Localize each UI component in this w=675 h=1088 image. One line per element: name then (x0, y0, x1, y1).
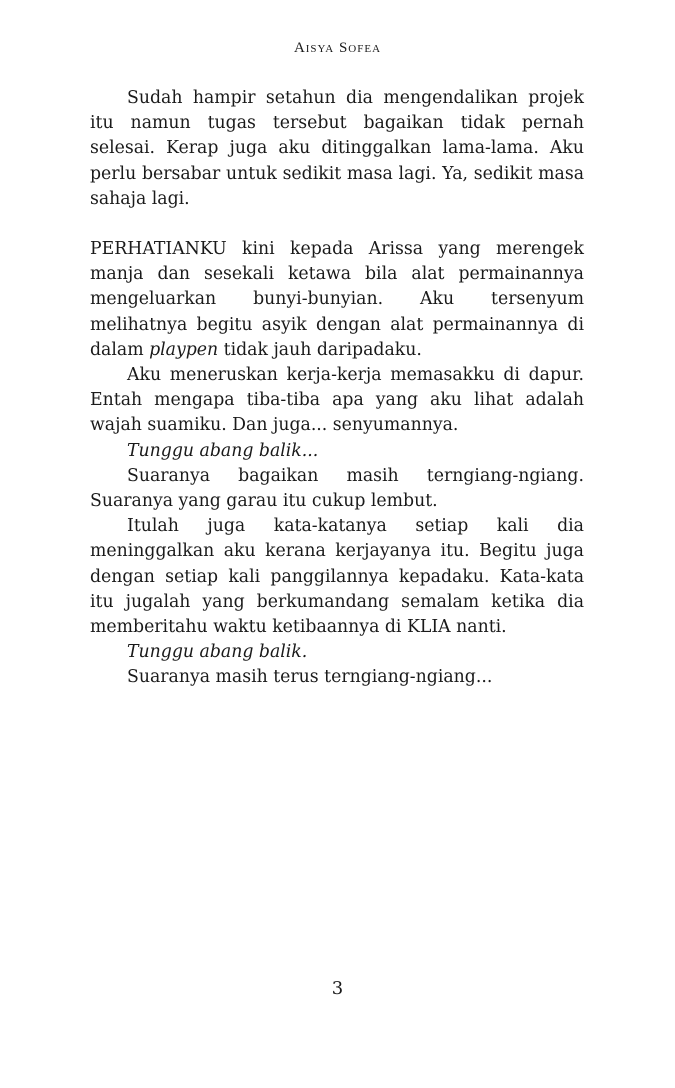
paragraph-4-italic: Tunggu abang balik... (127, 440, 319, 461)
body-text (90, 86, 584, 691)
paragraph-5: Suaranya bagaikan masih terngiang-ngiang. Suaranya yang garau itu cukup lembut. (90, 465, 584, 512)
paragraph-2-text-a: PERHATIANKU kini kepada Arissa yang merengek manja dan sesekali ketawa bila alat permainannya mengeluarkan bunyi-bunyian. Aku tersenyum melihatnya begitu asyik dengan alat permainannya di dalam (90, 239, 584, 360)
paragraph-4 (90, 439, 584, 464)
paragraph-1: Sudah hampir setahun dia mengendalikan projek itu namun tugas tersebut bagaikan tidak pernah selesai. Kerap juga aku ditinggalkan lama-lama. Aku perlu bersabar untuk sedikit masa lagi. Ya, sedikit masa sahaja lagi. (90, 88, 584, 209)
paragraph-6: Itulah juga kata-katanya setiap kali dia meninggalkan aku kerana kerjayanya itu. Begitu juga dengan setiap kali panggilannya kepadaku. Kata-kata itu jugalah yang berkumandang semalam ketika dia memberitahu waktu ketibaannya di KLIA nanti. (90, 516, 584, 638)
paragraph-2 (90, 237, 584, 363)
running-head: Aisya Sofea (293, 40, 382, 56)
page-number: 3 (331, 978, 344, 999)
paragraph-3: Aku meneruskan kerja-kerja memasakku di dapur. Entah mengapa tiba-tiba apa yang aku lihat adalah wajah suamiku. Dan juga... senyumannya. (90, 365, 584, 436)
paragraph-7 (90, 640, 584, 665)
paragraph-2-text-b: tidak jauh daripadaku. (218, 339, 422, 360)
paragraph-8: Suaranya masih terus terngiang-ngiang... (127, 667, 493, 688)
paragraph-2-italic: playpen (149, 339, 219, 360)
paragraph-7-italic: Tunggu abang balik. (127, 642, 308, 663)
